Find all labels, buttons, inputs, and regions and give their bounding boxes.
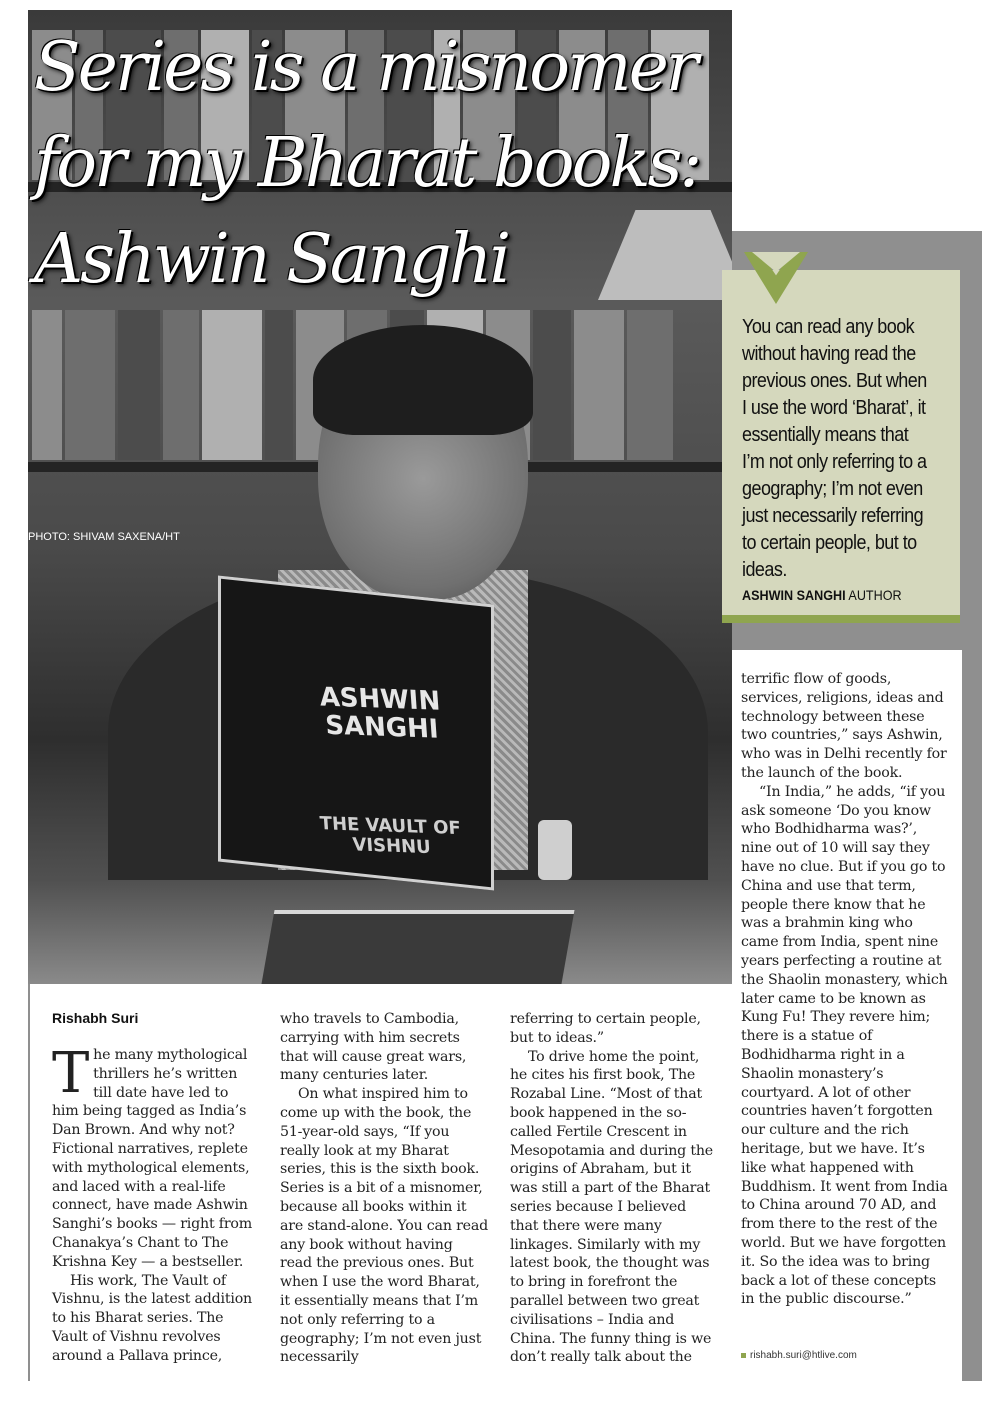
col4-para-1: terrific flow of goods, services, religions, ideas and technology between these two countries,” says Ashwin, who was in Delhi recently for the launch of the book. (741, 671, 947, 781)
col1-para-2: His work, The Vault of Vishnu, is the latest addition to his Bharat series. The Vault of Vishnu revolves around a Pallava prince, (52, 1272, 252, 1364)
book-cover-title: THE VAULT OF VISHNU (319, 813, 462, 859)
headline-line-3: Ashwin Sanghi (34, 220, 509, 299)
pull-quote-role: AUTHOR (848, 587, 902, 603)
article-border (28, 984, 30, 1381)
watch (538, 820, 572, 880)
col4-para-2: “In India,” he adds, “if you ask someone ‘Do you know who Bodhidharma was?’, nine out of 10 will say they have no clue. But if you go to China and use that term, people there know that he was a brahmin king who came from India, spent nine years perfecting a routine at the Shaolin monastery, which later came to be known as Kung Fu! They revere him; there is a statue of Bodhidharma right in a Shaolin monastery’s courtyard. A lot of other countries haven’t forgotten our culture and the rich heritage, but we have. It’s like what happened with Buddhism. It went from India to China around 70 AD, and from there to the rest of the world. But we have forgotten it. So the idea was to bring back a lot of these concepts in the public discourse.” (741, 783, 948, 1308)
held-book (218, 575, 494, 890)
headline-line-1: Series is a misnomer (34, 28, 696, 107)
table-book (261, 910, 574, 984)
book-cover-author: ASHWIN SANGHI (318, 682, 442, 745)
author-email[interactable]: rishabh.suri@htlive.com (741, 1350, 857, 1361)
headline (34, 20, 714, 308)
pull-quote-text: You can read any book without having read the previous ones. But when I use the word ‘Bharat’, it essentially means that I’m not only referring to a geography; I’m not even just necessarily referring to certain people, but to ideas. (742, 316, 927, 581)
article-column-3 (510, 1010, 718, 1367)
headline-line-2: for my Bharat books: (34, 124, 700, 203)
col2-para-2: On what inspired him to come up with the book, the 51-year-old says, “If you really look at my Bharat series, this is the sixth book. Series is a bit of a misnomer, because all books within it are stand-alone. You can read any book without having read the previous ones. But when I use the word Bharat, it essentially means that I’m not only referring to a geography; I’m not even just necessarily (280, 1086, 488, 1366)
pull-quote-attribution (742, 587, 902, 603)
photo-credit: PHOTO: SHIVAM SAXENA/HT (28, 531, 180, 543)
col1-para-1: The many mythological thrillers he’s written till date have led to him being tagged as India’s Dan Brown. And why not? Fictional narratives, replete with mythological elements, and laced with a real-life connect, have made Ashwin Sanghi’s books — right from Chanakya’s Chant to The Krishna Key — a bestseller. (52, 1041, 253, 1270)
col2-para-1: who travels to Cambodia, carrying with him secrets that will cause great wars, many centuries later. (280, 1011, 467, 1084)
dropcap: T (52, 1041, 90, 1106)
byline: Rishabh Suri (52, 1010, 139, 1026)
person-hair (313, 325, 533, 435)
article-column-2 (280, 1010, 488, 1367)
col3-para-1: referring to certain people, but to ideas.” (510, 1011, 701, 1046)
col3-para-2: To drive home the point, he cites his first book, The Rozabal Line. “Most of that book happened in the so-called Fertile Crescent in Mesopotamia and during the origins of Abraham, but it was still a part of the Bharat series because I believed that there were many linkages. Similarly with my latest book, the thought was to bring in forefront the parallel between two great civilisations – India and China. The funny thing is we don’t really talk about the (510, 1048, 713, 1366)
article-column-1 (52, 1041, 257, 1366)
article-column-4 (741, 670, 949, 1309)
pull-quote-name: ASHWIN SANGHI (742, 587, 846, 603)
bullet-square-icon (741, 1353, 746, 1358)
